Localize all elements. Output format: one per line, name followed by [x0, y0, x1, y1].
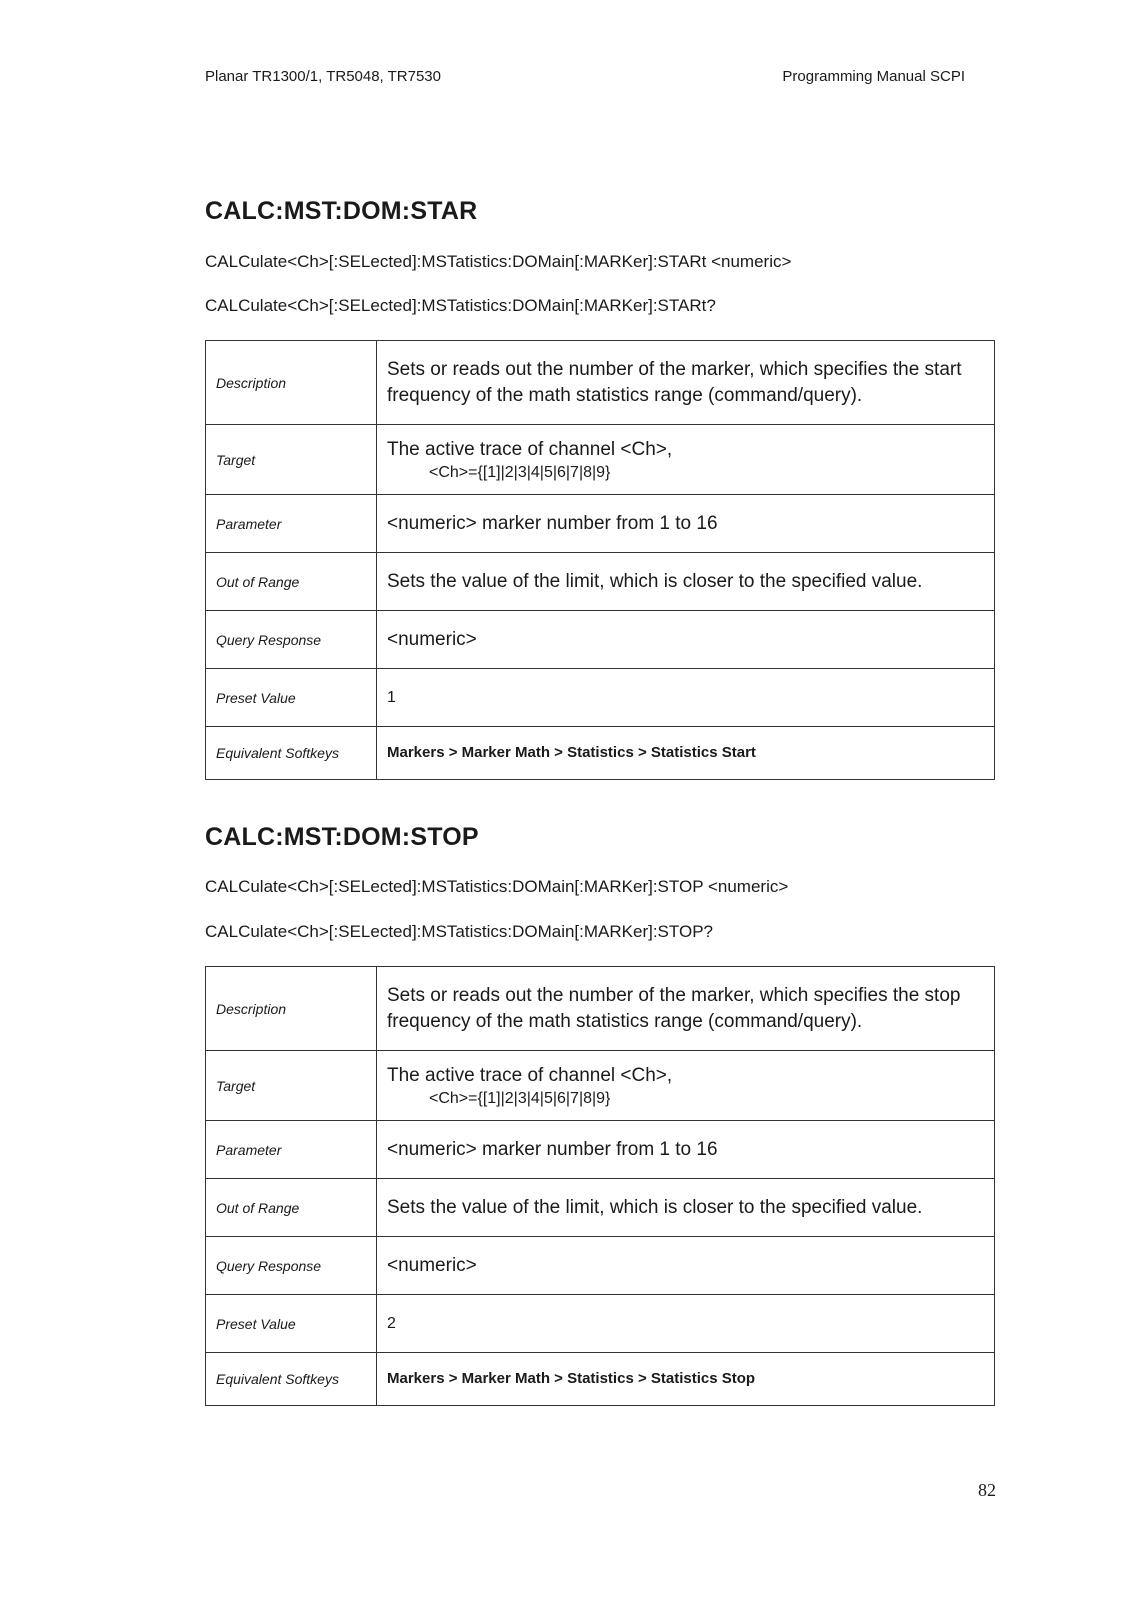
command-syntax-query: CALCulate<Ch>[:SELected]:MSTatistics:DOMain[:MARKer]:STARt?	[205, 296, 716, 315]
header-product: Planar TR1300/1, TR5048, TR7530	[205, 68, 441, 85]
target-channel-range: <Ch>={[1]|2|3|4|5|6|7|8|9}	[429, 463, 611, 481]
row-target	[206, 425, 995, 495]
row-equivalent-softkeys	[206, 1353, 995, 1406]
row-value	[377, 1051, 995, 1121]
row-equivalent-softkeys	[206, 727, 995, 780]
page-number: 82	[978, 1480, 996, 1500]
command-title: CALC:MST:DOM:STOP	[205, 823, 479, 851]
row-label: Equivalent Softkeys	[206, 727, 377, 780]
row-preset-value	[206, 1295, 995, 1353]
row-value: <numeric>	[377, 1237, 995, 1295]
row-parameter	[206, 1121, 995, 1179]
row-description	[206, 967, 995, 1051]
row-description	[206, 341, 995, 425]
row-parameter	[206, 495, 995, 553]
row-out-of-range	[206, 1179, 995, 1237]
row-value: Sets the value of the limit, which is closer to the specified value.	[377, 1179, 995, 1237]
command-section-stop	[205, 822, 995, 1387]
row-label: Target	[206, 425, 377, 495]
row-value: Markers > Marker Math > Statistics > Statistics Stop	[377, 1353, 995, 1406]
row-value: <numeric> marker number from 1 to 16	[377, 495, 995, 553]
row-label: Equivalent Softkeys	[206, 1353, 377, 1406]
target-text: The active trace of channel <Ch>,	[387, 438, 673, 460]
row-label: Query Response	[206, 1237, 377, 1295]
row-label: Description	[206, 967, 377, 1051]
row-label: Preset Value	[206, 1295, 377, 1353]
command-syntax-set: CALCulate<Ch>[:SELected]:MSTatistics:DOMain[:MARKer]:STARt <numeric>	[205, 252, 792, 271]
command-syntax-set: CALCulate<Ch>[:SELected]:MSTatistics:DOMain[:MARKer]:STOP <numeric>	[205, 877, 789, 896]
row-out-of-range	[206, 553, 995, 611]
command-syntax-query: CALCulate<Ch>[:SELected]:MSTatistics:DOMain[:MARKer]:STOP?	[205, 922, 713, 941]
command-table	[205, 966, 995, 1406]
row-value: Sets the value of the limit, which is closer to the specified value.	[377, 553, 995, 611]
row-label: Target	[206, 1051, 377, 1121]
command-section-star	[205, 196, 995, 761]
row-value: <numeric>	[377, 611, 995, 669]
row-label: Parameter	[206, 495, 377, 553]
row-label: Parameter	[206, 1121, 377, 1179]
row-label: Preset Value	[206, 669, 377, 727]
row-value: Markers > Marker Math > Statistics > Statistics Start	[377, 727, 995, 780]
row-label: Description	[206, 341, 377, 425]
target-text: The active trace of channel <Ch>,	[387, 1064, 673, 1086]
row-value: Sets or reads out the number of the marker, which specifies the start frequency of the math statistics range (command/query).	[377, 341, 995, 425]
row-target	[206, 1051, 995, 1121]
row-query-response	[206, 611, 995, 669]
row-query-response	[206, 1237, 995, 1295]
row-label: Query Response	[206, 611, 377, 669]
row-label: Out of Range	[206, 1179, 377, 1237]
command-title: CALC:MST:DOM:STAR	[205, 197, 478, 225]
page-header	[205, 68, 965, 90]
command-table	[205, 340, 995, 780]
row-value: <numeric> marker number from 1 to 16	[377, 1121, 995, 1179]
row-value: 2	[377, 1295, 995, 1353]
row-value: Sets or reads out the number of the marker, which specifies the stop frequency of the math statistics range (command/query).	[377, 967, 995, 1051]
row-label: Out of Range	[206, 553, 377, 611]
row-preset-value	[206, 669, 995, 727]
row-value	[377, 425, 995, 495]
row-value: 1	[377, 669, 995, 727]
header-manual-title: Programming Manual SCPI	[782, 68, 965, 85]
target-channel-range: <Ch>={[1]|2|3|4|5|6|7|8|9}	[429, 1089, 611, 1107]
